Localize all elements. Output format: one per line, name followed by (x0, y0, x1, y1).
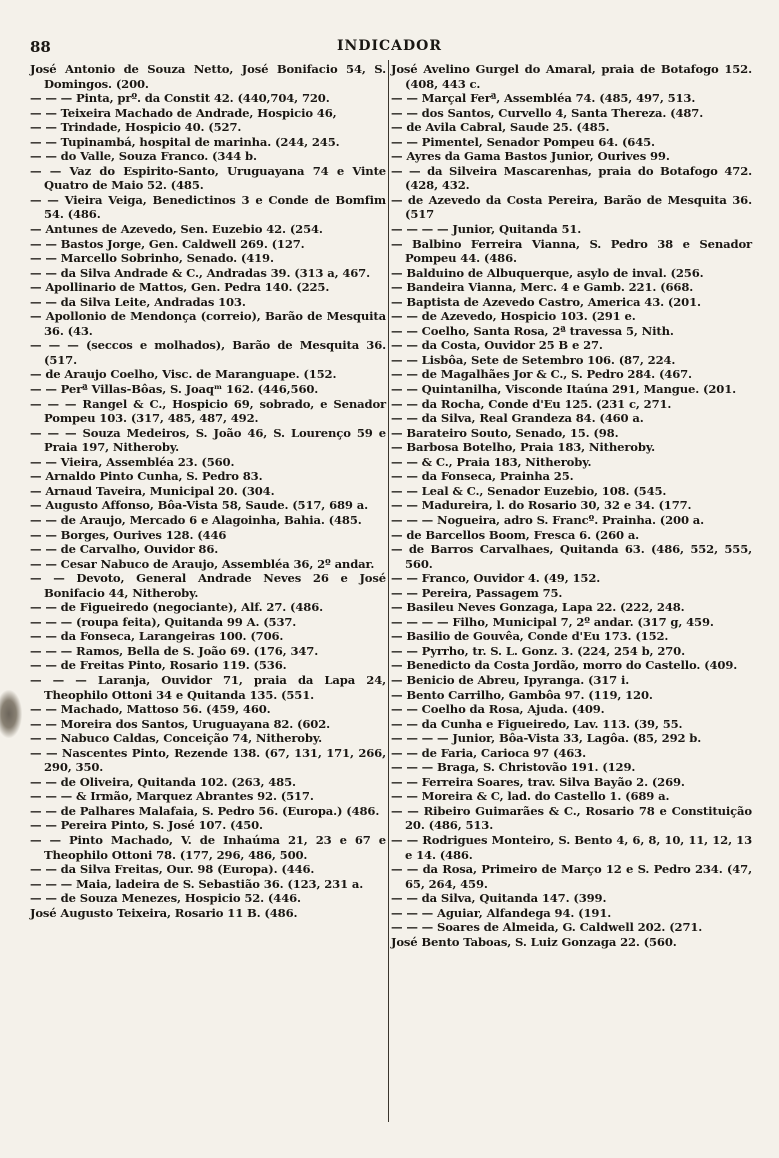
directory-entry: — — da Fonseca, Prainha 25. (391, 469, 574, 484)
right-column (391, 62, 752, 949)
directory-entry: — — Borges, Ourives 128. (446 (30, 527, 227, 542)
directory-entry: — — — Braga, S. Christovão 191. (129. (391, 760, 636, 775)
directory-entry: — — — Laranja, Ouvidor 71, praia da Lapa 24, Theophilo Ottoni 34 e Quitanda 135. (551. (30, 672, 386, 702)
directory-entry: — — — — Filho, Municipal 7, 2º andar. (317 g, 459. (391, 614, 714, 629)
directory-entry: — — da Silva, Quitanda 147. (399. (391, 891, 607, 906)
directory-entry: — — — Nogueira, adro S. Francº. Prainha. (200 a. (391, 512, 705, 527)
directory-entry: — Baptista de Azevedo Castro, America 43. (201. (391, 294, 701, 309)
directory-entry: — — Bastos Jorge, Gen. Caldwell 269. (127. (30, 236, 305, 251)
directory-entry: — — Pyrrho, tr. S. L. Gonz. 3. (224, 254 b, 270. (391, 643, 685, 658)
page-edge-stain (0, 690, 22, 738)
directory-entry: — — Nabuco Caldas, Conceição 74, Nitheroby. (30, 731, 322, 746)
directory-entry: — — Coelho da Rosa, Ajuda. (409. (391, 702, 605, 717)
directory-entry: — — Machado, Mattoso 56. (459, 460. (30, 702, 271, 717)
directory-entry: — — Franco, Ouvidor 4. (49, 152. (391, 571, 601, 586)
directory-entry: — — de Araujo, Mercado 6 e Alagoinha, Bahia. (485. (30, 512, 362, 527)
directory-entry: — Basileu Neves Gonzaga, Lapa 22. (222, 248. (391, 600, 685, 615)
directory-entry: — — Leal & C., Senador Euzebio, 108. (545. (391, 483, 667, 498)
directory-entry: — Apollonio de Mendonça (correio), Barão de Mesquita 36. (43. (30, 309, 386, 338)
directory-entry: — Balbino Ferreira Vianna, S. Pedro 38 e Senador Pompeu 44. (486. (391, 236, 752, 266)
directory-entry: — — Vieira Veiga, Benedictinos 3 e Conde de Bomfim 54. (486. (30, 192, 386, 222)
directory-entry: — — de Faria, Carioca 97 (463. (391, 745, 586, 760)
directory-entry: — — Cesar Nabuco de Araujo, Assembléa 36, 2º andar. (30, 556, 375, 571)
directory-entry: — — Marçal Ferª, Assembléa 74. (485, 497, 513. (391, 91, 696, 106)
directory-entry: — — — Maia, ladeira de S. Sebastião 36. (123, 231 a. (30, 876, 364, 891)
directory-entry: — Ayres da Gama Bastos Junior, Ourives 99. (391, 149, 670, 164)
directory-entry: — — de Freitas Pinto, Rosario 119. (536. (30, 658, 287, 673)
directory-entry: — — — Ramos, Bella de S. João 69. (176, 347. (30, 643, 319, 658)
page-number: 88 (30, 38, 51, 56)
directory-entry: — Arnaud Taveira, Municipal 20. (304. (30, 483, 275, 498)
directory-entry: José Bento Taboas, S. Luiz Gonzaga 22. (560. (391, 934, 677, 949)
directory-entry: — — Vieira, Assembléa 23. (560. (30, 454, 235, 469)
directory-entry: — — dos Santos, Curvello 4, Santa Thereza. (487. (391, 105, 704, 120)
directory-entry: — — de Figueiredo (negociante), Alf. 27. (486. (30, 600, 323, 615)
directory-entry: — — — & Irmão, Marquez Abrantes 92. (517. (30, 789, 314, 804)
directory-entry: José Avelino Gurgel do Amaral, praia de Botafogo 152. (408, 443 c. (391, 62, 752, 91)
directory-entry: — — Ferreira Soares, trav. Silva Bayão 2. (269. (391, 774, 685, 789)
directory-entry: — — da Silveira Mascarenhas, praia do Botafogo 472. (428, 432. (391, 163, 752, 193)
directory-entry: — Barateiro Souto, Senado, 15. (98. (391, 425, 619, 440)
directory-entry: — — Coelho, Santa Rosa, 2ª travessa 5, Nith. (391, 323, 674, 338)
directory-entry: — de Araujo Coelho, Visc. de Maranguape. (152. (30, 367, 337, 382)
directory-entry: — — da Silva, Real Grandeza 84. (460 a. (391, 411, 644, 426)
directory-entry: — — Nascentes Pinto, Rezende 138. (67, 131, 171, 266, 290, 350. (30, 745, 386, 775)
directory-entry: — — de Azevedo, Hospicio 103. (291 e. (391, 309, 636, 324)
directory-entry: — — Teixeira Machado de Andrade, Hospicio 46, (30, 105, 337, 120)
directory-entry: — — Pereira, Passagem 75. (391, 585, 563, 600)
directory-entry: — — Quintanilha, Visconde Itaúna 291, Mangue. (201. (391, 382, 737, 397)
directory-entry: — — Perª Villas-Bôas, S. Joaqᵐ 162. (446,560. (30, 382, 319, 397)
directory-entry: — — Tupinambá, hospital de marinha. (244, 245. (30, 134, 340, 149)
directory-entry: — Benicio de Abreu, Ipyranga. (317 i. (391, 672, 630, 687)
directory-entry: — — Pinto Machado, V. de Inhaúma 21, 23 e 67 e Theophilo Ottoni 78. (177, 296, 486, 500. (30, 832, 386, 862)
directory-entry: — — da Silva Freitas, Our. 98 (Europa). (446. (30, 862, 315, 877)
directory-entry: — — de Carvalho, Ouvidor 86. (30, 542, 219, 557)
directory-entry: — — de Oliveira, Quitanda 102. (263, 485. (30, 774, 296, 789)
directory-entry: — Basilio de Gouvêa, Conde d'Eu 173. (152. (391, 629, 669, 644)
directory-entry: — — Devoto, General Andrade Neves 26 e José Bonifacio 44, Nitheroby. (30, 571, 386, 600)
directory-entry: — — & C., Praia 183, Nitheroby. (391, 454, 592, 469)
running-head: INDICADOR (336, 38, 442, 54)
directory-entry: — de Barros Carvalhaes, Quitanda 63. (486, 552, 555, 560. (391, 542, 752, 571)
directory-entry: — — Lisbôa, Sete de Setembro 106. (87, 224. (391, 352, 676, 367)
directory-entry: — — — Rangel & C., Hospicio 69, sobrado, e Senador Pompeu 103. (317, 485, 487, 492. (30, 396, 386, 426)
directory-entry: — — — Soares de Almeida, G. Caldwell 202. (271. (391, 920, 703, 935)
directory-entry: — de Azevedo da Costa Pereira, Barão de Mesquita 36. (517 (391, 192, 752, 222)
directory-entry: — — — Pinta, prº. da Constit 42. (440,704, 720. (30, 91, 330, 106)
directory-entry: — — Madureira, l. do Rosario 30, 32 e 34. (177. (391, 498, 692, 513)
directory-entry: — de Avila Cabral, Saude 25. (485. (391, 120, 610, 135)
directory-entry: José Augusto Teixeira, Rosario 11 B. (486. (30, 905, 298, 920)
directory-entry: — Arnaldo Pinto Cunha, S. Pedro 83. (30, 469, 263, 484)
directory-entry: — — — — Junior, Bôa-Vista 33, Lagôa. (85, 292 b. (391, 731, 702, 746)
directory-entry: — Benedicto da Costa Jordão, morro do Castello. (409. (391, 658, 738, 673)
directory-entry: — — da Rosa, Primeiro de Março 12 e S. Pedro 234. (47, 65, 264, 459. (391, 862, 752, 891)
directory-entry: — — Trindade, Hospicio 40. (527. (30, 120, 242, 135)
directory-entry: — Bento Carrilho, Gambôa 97. (119, 120. (391, 687, 653, 702)
directory-entry: — Antunes de Azevedo, Sen. Euzebio 42. (254. (30, 222, 323, 237)
directory-entry: — — Ribeiro Guimarães & C., Rosario 78 e Constituição 20. (486, 513. (391, 803, 752, 833)
directory-entry: — — Pereira Pinto, S. José 107. (450. (30, 818, 263, 833)
directory-entry: — Augusto Affonso, Bôa-Vista 58, Saude. (517, 689 a. (30, 498, 368, 513)
column-divider (388, 60, 389, 1122)
directory-entry: — — da Rocha, Conde d'Eu 125. (231 c, 271. (391, 396, 672, 411)
directory-entry: — — Rodrigues Monteiro, S. Bento 4, 6, 8, 10, 11, 12, 13 e 14. (486. (391, 832, 752, 862)
directory-entry: — — — Souza Medeiros, S. João 46, S. Lourenço 59 e Praia 197, Nitheroby. (30, 425, 386, 455)
directory-entry: José Antonio de Souza Netto, José Bonifacio 54, S. Domingos. (200. (30, 62, 386, 91)
directory-entry: — — Moreira dos Santos, Uruguayana 82. (602. (30, 716, 331, 731)
directory-entry: — — da Cunha e Figueiredo, Lav. 113. (39, 55. (391, 716, 683, 731)
directory-entry: — Balduino de Albuquerque, asylo de inval. (256. (391, 265, 704, 280)
directory-entry: — — Pimentel, Senador Pompeu 64. (645. (391, 134, 655, 149)
directory-entry: — de Barcellos Boom, Fresca 6. (260 a. (391, 527, 640, 542)
directory-entry: — Barbosa Botelho, Praia 183, Nitheroby. (391, 440, 655, 455)
directory-entry: — — Moreira & C, lad. do Castello 1. (689 a. (391, 789, 670, 804)
directory-entry: — — Vaz do Espirito-Santo, Uruguayana 74 e Vinte Quatro de Maio 52. (485. (30, 163, 386, 193)
directory-entry: — — — (roupa feita), Quitanda 99 A. (537. (30, 614, 297, 629)
directory-entry: — — de Magalhães Jor & C., S. Pedro 284. (467. (391, 367, 692, 382)
directory-entry: — — do Valle, Souza Franco. (344 b. (30, 149, 257, 164)
directory-entry: — — Marcello Sobrinho, Senado. (419. (30, 251, 274, 266)
left-column (30, 62, 386, 920)
directory-entry: — — de Palhares Malafaia, S. Pedro 56. (Europa.) (486. (30, 803, 380, 818)
directory-entry: — Bandeira Vianna, Merc. 4 e Gamb. 221. (668. (391, 280, 694, 295)
directory-entry: — — — Aguiar, Alfandega 94. (191. (391, 905, 612, 920)
directory-entry: — Apollinario de Mattos, Gen. Pedra 140. (225. (30, 280, 330, 295)
directory-entry: — — — (seccos e molhados), Barão de Mesquita 36. (517. (30, 338, 386, 367)
directory-entry: — — — — Junior, Quitanda 51. (391, 222, 582, 237)
directory-entry: — — da Silva Leite, Andradas 103. (30, 294, 246, 309)
directory-entry: — — de Souza Menezes, Hospicio 52. (446. (30, 891, 301, 906)
directory-entry: — — da Fonseca, Larangeiras 100. (706. (30, 629, 284, 644)
directory-entry: — — da Costa, Ouvidor 25 B e 27. (391, 338, 603, 353)
directory-entry: — — da Silva Andrade & C., Andradas 39. (313 a, 467. (30, 265, 370, 280)
